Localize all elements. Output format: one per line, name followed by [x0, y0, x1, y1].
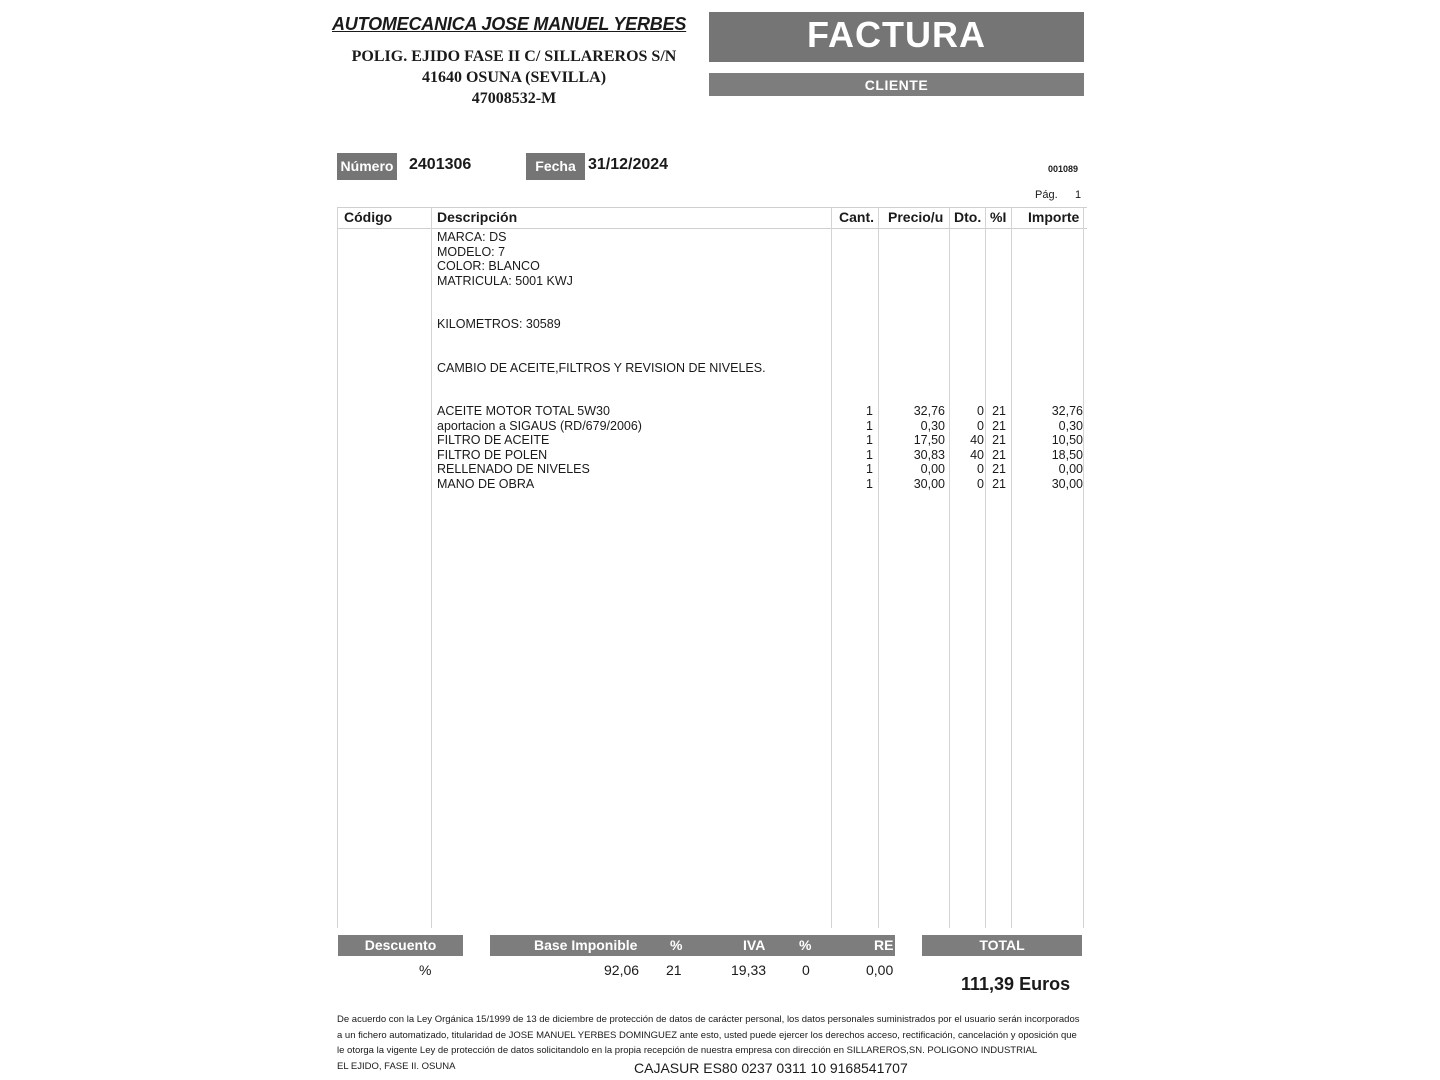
- item-qty: 1: [866, 419, 873, 433]
- totals-band: [490, 935, 895, 956]
- column-header-code: Código: [344, 209, 393, 225]
- column-header-amount: Importe: [1028, 209, 1080, 225]
- column-header-discount: Dto.: [954, 209, 982, 225]
- legal-text-line1: De acuerdo con la Ley Orgánica 15/1999 de 13 de diciembre de protección de datos de carácter personal, los datos personales suministrados por el usuario serán incorporados: [337, 1014, 1080, 1025]
- vehicle-plate: MATRICULA: 5001 KWJ: [437, 274, 573, 288]
- base-value: 92,06: [604, 962, 640, 978]
- item-vat: 21: [992, 448, 1006, 462]
- re-label: RE: [874, 937, 894, 953]
- table-row: [0, 477, 1440, 492]
- column-header-description: Descripción: [437, 209, 518, 225]
- base-label: Base Imponible: [534, 937, 638, 953]
- item-price: 30,83: [913, 448, 945, 462]
- item-discount: 0: [977, 477, 984, 491]
- invoice-date: 31/12/2024: [588, 156, 669, 173]
- item-vat: 21: [992, 404, 1006, 418]
- item-description: MANO DE OBRA: [437, 477, 535, 491]
- item-qty: 1: [866, 433, 873, 447]
- table-divider: [337, 208, 338, 928]
- discount-pct: %: [419, 962, 432, 978]
- client-label: CLIENTE: [709, 73, 1084, 96]
- iva-value: 19,33: [731, 962, 767, 978]
- item-qty: 1: [866, 404, 873, 418]
- table-divider: [831, 208, 832, 928]
- legal-text-line3: le otorga la vigente Ley de protección de datos solicitandolo en la propia recepción de nuestra empresa con dirección en SILLAREROS,SN. POLIGONO INDUSTRIAL: [337, 1045, 1038, 1056]
- page-number: 1: [1075, 189, 1082, 201]
- column-header-qty: Cant.: [839, 209, 874, 225]
- item-qty: 1: [866, 462, 873, 476]
- table-row: [0, 448, 1440, 463]
- table-divider: [1083, 208, 1084, 928]
- item-vat: 21: [992, 433, 1006, 447]
- bank-account: CAJASUR ES80 0237 0311 10 9168541707: [634, 1060, 908, 1076]
- re-value: 0,00: [866, 962, 894, 978]
- item-amount: 18,50: [1051, 448, 1083, 462]
- item-amount: 0,00: [1058, 462, 1083, 476]
- item-discount: 0: [977, 462, 984, 476]
- column-header-vat: %I: [990, 209, 1007, 225]
- item-price: 0,00: [920, 462, 945, 476]
- table-divider: [1011, 208, 1012, 928]
- column-header-price: Precio/u: [888, 209, 944, 225]
- pct2-label: %: [799, 937, 812, 953]
- table-divider: [431, 208, 432, 928]
- number-label: Número: [337, 153, 397, 180]
- company-address-line1: POLIG. EJIDO FASE II C/ SILLAREROS S/N: [351, 48, 677, 65]
- item-discount: 40: [970, 448, 984, 462]
- table-row: [0, 433, 1440, 448]
- discount-label: Descuento: [338, 935, 463, 956]
- item-price: 32,76: [913, 404, 945, 418]
- item-price: 30,00: [913, 477, 945, 491]
- item-qty: 1: [866, 448, 873, 462]
- document-title: FACTURA: [709, 12, 1084, 62]
- item-discount: 0: [977, 419, 984, 433]
- company-name: AUTOMECANICA JOSE MANUEL YERBES: [332, 14, 687, 34]
- item-discount: 40: [970, 433, 984, 447]
- item-description: aportacion a SIGAUS (RD/679/2006): [437, 419, 642, 433]
- date-label: Fecha: [526, 153, 585, 180]
- total-label: TOTAL: [922, 935, 1082, 956]
- total-value: 111,39 Euros: [961, 974, 1071, 994]
- item-description: RELLENADO DE NIVELES: [437, 462, 590, 476]
- vehicle-model: MODELO: 7: [437, 245, 506, 259]
- company-address-line2: 41640 OSUNA (SEVILLA): [421, 69, 607, 86]
- table-row: [0, 404, 1440, 419]
- page-label: Pág.: [1035, 189, 1058, 201]
- service-description: CAMBIO DE ACEITE,FILTROS Y REVISION DE NIVELES.: [437, 361, 766, 375]
- item-vat: 21: [992, 462, 1006, 476]
- item-description: FILTRO DE POLEN: [437, 448, 548, 462]
- table-header-border: [337, 228, 1087, 229]
- pct-label: %: [670, 937, 683, 953]
- iva-pct-value: 21: [666, 962, 682, 978]
- table-divider: [878, 208, 879, 928]
- item-amount: 0,30: [1058, 419, 1083, 433]
- invoice-number: 2401306: [409, 156, 472, 173]
- item-price: 17,50: [913, 433, 945, 447]
- legal-text-line4: EL EJIDO, FASE II. OSUNA: [337, 1061, 456, 1072]
- item-description: FILTRO DE ACEITE: [437, 433, 550, 447]
- vehicle-km: KILOMETROS: 30589: [437, 317, 561, 331]
- vehicle-color: COLOR: BLANCO: [437, 259, 540, 273]
- re-pct-value: 0: [802, 962, 810, 978]
- item-vat: 21: [992, 477, 1006, 491]
- item-amount: 30,00: [1051, 477, 1083, 491]
- item-amount: 10,50: [1051, 433, 1083, 447]
- table-row: [0, 462, 1440, 477]
- item-price: 0,30: [920, 419, 945, 433]
- item-amount: 32,76: [1051, 404, 1083, 418]
- item-vat: 21: [992, 419, 1006, 433]
- item-qty: 1: [866, 477, 873, 491]
- iva-label: IVA: [743, 937, 766, 953]
- legal-text-line2: a un fichero automatizado, titularidad de JOSE MANUEL YERBES DOMINGUEZ ante esto, usted puede ejercer los derechos acceso, rectificación, cancelación y oposición que: [337, 1030, 1077, 1041]
- table-top-border: [337, 207, 1087, 208]
- vehicle-brand: MARCA: DS: [437, 230, 507, 244]
- table-divider: [985, 208, 986, 928]
- company-tax-id: 47008532-M: [471, 90, 557, 107]
- reference-code: 001089: [1048, 164, 1079, 174]
- item-discount: 0: [977, 404, 984, 418]
- table-divider: [949, 208, 950, 928]
- item-description: ACEITE MOTOR TOTAL 5W30: [437, 404, 610, 418]
- table-row: [0, 419, 1440, 434]
